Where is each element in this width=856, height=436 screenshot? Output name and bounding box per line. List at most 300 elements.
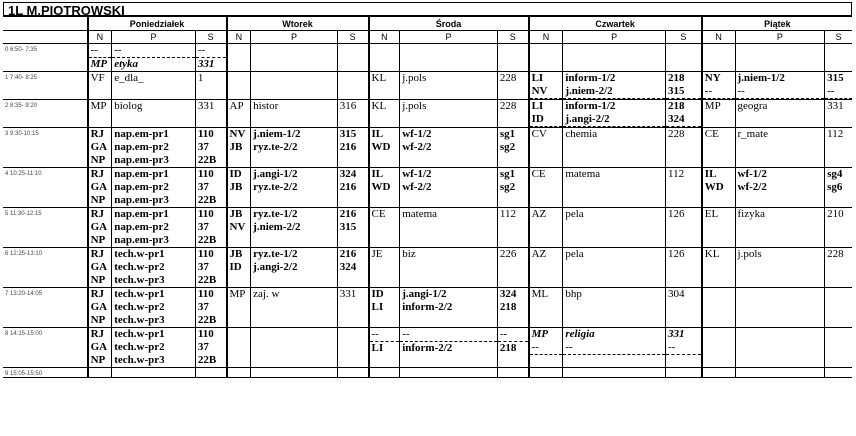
room-number: 315 [339,128,357,140]
day-header: Wtorek [227,17,369,31]
teacher-code: NP [90,154,106,166]
teacher-code: MP [704,100,721,112]
col-header-n: N [529,31,563,44]
subject-cell [112,100,196,128]
teacher-cell [369,248,400,288]
subject-name: inform-1/2 [565,72,616,84]
subject-name: pela [565,208,584,220]
room-cell [666,288,702,328]
teacher-code: RJ [90,328,105,340]
lesson-time: 8 14:15-15:00 [3,328,88,368]
subject-cell [563,128,666,168]
subject-name: tech.w-pr2 [114,301,165,313]
room-number: 1 [197,72,204,84]
subject-cell [251,100,338,128]
teacher-code: GA [90,181,108,193]
teacher-cell [88,168,112,208]
subject-name: nap.em-pr1 [114,208,169,220]
lesson-row [3,328,852,368]
subject-name: j.pols [402,72,427,84]
teacher-code: GA [90,221,108,233]
room-cell [825,44,852,72]
teacher-code: ID [229,168,242,180]
teacher-code: GA [90,301,108,313]
teacher-code: NP [90,354,106,366]
teacher-cell [88,368,112,378]
room-cell [195,128,226,168]
room-number: 37 [197,261,209,273]
subject-cell [112,72,196,100]
room-cell [337,248,368,288]
room-cell [497,328,528,368]
subject-name: fizyka [737,208,765,220]
teacher-cell [369,100,400,128]
teacher-code: ID [371,288,384,300]
room-cell [497,44,528,72]
room-cell [337,288,368,328]
lesson-time: 2 8:35- 9:20 [3,100,88,128]
teacher-code: AZ [531,248,547,260]
teacher-cell [529,368,563,378]
room-cell [825,128,852,168]
subject-cell [563,208,666,248]
room-cell [825,100,852,128]
subject-name: j.pols [402,100,427,112]
teacher-code: RJ [90,168,105,180]
teacher-cell [227,72,251,100]
teacher-cell [529,248,563,288]
subject-cell [251,72,338,100]
room-number: 324 [499,288,517,300]
room-cell [825,208,852,248]
subject-cell [735,128,825,168]
subject-cell [112,208,196,248]
teacher-code: WD [371,181,391,193]
teacher-cell [227,328,251,368]
room-cell [337,328,368,368]
room-number: 228 [827,248,844,260]
corner-cell [3,17,88,31]
teacher-cell [227,248,251,288]
room-number: 22B [197,314,217,326]
teacher-code: MP [229,288,246,300]
room-number: 22B [197,274,217,286]
teacher-code: CE [531,168,546,180]
room-cell [497,208,528,248]
day-header: Środa [369,17,529,31]
teacher-code: GA [90,341,108,353]
subject-name: wf-2/2 [402,141,432,153]
room-number: 324 [339,168,357,180]
col-header-s: S [195,31,226,44]
subject-name: e_dla_ [114,72,144,84]
subject-cell [563,368,666,378]
teacher-cell [88,208,112,248]
subject-name: inform-2/2 [402,301,453,313]
teacher-code: ID [530,113,563,127]
lesson-row [3,208,852,248]
subject-name: matema [565,168,601,180]
subject-name: chemia [565,128,598,140]
teacher-cell [88,72,112,100]
subject-cell [251,128,338,168]
subject-cell [735,208,825,248]
room-number: -- [825,85,852,99]
room-number: -- [666,341,701,355]
lesson-time: 6 12:25-13:10 [3,248,88,288]
teacher-cell [369,328,400,368]
room-number: 216 [339,141,357,153]
room-cell [666,248,702,288]
teacher-cell [702,128,735,168]
room-number: 110 [197,128,214,140]
subject-cell [251,328,338,368]
teacher-cell [702,168,735,208]
room-number: 22B [197,154,217,166]
teacher-cell [88,128,112,168]
room-cell [497,128,528,168]
subject-name: matema [402,208,438,220]
subject-cell [735,368,825,378]
room-cell [825,72,852,100]
teacher-cell [227,128,251,168]
teacher-cell [369,208,400,248]
teacher-code: KL [704,248,720,260]
room-cell [195,72,226,100]
teacher-cell [529,44,563,72]
subject-name: pela [565,248,584,260]
subject-cell [563,248,666,288]
room-number: -- [498,328,528,342]
teacher-cell [702,44,735,72]
teacher-cell [702,72,735,100]
room-number: 315 [827,72,844,84]
room-number: 331 [827,100,844,112]
room-cell [195,208,226,248]
room-number: 22B [197,354,217,366]
room-number: 218 [499,301,517,313]
subject-cell [735,168,825,208]
room-cell [337,100,368,128]
teacher-code: NP [90,194,106,206]
teacher-cell [702,328,735,368]
col-header-p: P [563,31,666,44]
room-number: 37 [197,141,209,153]
teacher-code: WD [371,141,391,153]
room-number: 110 [197,168,214,180]
subject-cell [563,72,666,100]
subject-cell [735,288,825,328]
teacher-code: WD [704,181,724,193]
room-number: sg1 [499,128,516,140]
room-cell [337,368,368,378]
teacher-code: CE [704,128,719,140]
subject-name: tech.w-pr1 [114,288,165,300]
teacher-code: JE [371,248,383,260]
teacher-cell [369,368,400,378]
subject-name: tech.w-pr1 [114,328,165,340]
teacher-code: AP [229,100,244,112]
subject-cell [735,328,825,368]
subject-cell [112,328,196,368]
teacher-code: AZ [531,208,547,220]
lesson-row [3,100,852,128]
subject-name: j.niem-2/2 [253,221,301,233]
teacher-code: JB [229,181,243,193]
subject-name: j.niem-2/2 [563,85,665,99]
subject-name: inform-1/2 [565,100,616,112]
room-cell [666,208,702,248]
subject-name: tech.w-pr2 [114,261,165,273]
teacher-code: -- [370,328,400,342]
teacher-code: NV [530,85,563,99]
room-cell [666,328,702,368]
subject-cell [251,288,338,328]
col-header-p: P [735,31,825,44]
room-number: sg2 [499,181,516,193]
subject-cell [251,44,338,72]
subject-cell [563,100,666,128]
subject-name: tech.w-pr3 [114,314,165,326]
teacher-code: JB [229,141,243,153]
teacher-cell [529,208,563,248]
room-cell [497,100,528,128]
room-cell [825,168,852,208]
teacher-cell [227,288,251,328]
room-cell [195,100,226,128]
room-number: 126 [668,208,685,220]
subject-name: j.angi-2/2 [563,113,665,127]
subject-name: r_mate [737,128,769,140]
col-header-p: P [112,31,196,44]
teacher-code: GA [90,141,108,153]
subject-cell [112,288,196,328]
subject-name: biz [402,248,416,260]
subject-name: histor [253,100,279,112]
teacher-cell [529,128,563,168]
teacher-cell [88,100,112,128]
teacher-cell [227,100,251,128]
subject-cell [251,248,338,288]
subject-name: ryz.te-2/2 [253,141,298,153]
subject-cell [735,100,825,128]
lesson-time: 7 13:20-14:05 [3,288,88,328]
room-number: 22B [197,194,217,206]
subject-name: nap.em-pr3 [114,234,169,246]
lesson-time: 5 11:30-12:15 [3,208,88,248]
room-number: 110 [197,208,214,220]
lesson-time: 3 9:30-10:15 [3,128,88,168]
room-number: 216 [339,248,357,260]
col-header-s: S [825,31,852,44]
teacher-code: KL [371,72,387,84]
room-cell [195,168,226,208]
room-cell [337,208,368,248]
room-number: 226 [499,248,517,260]
room-number: 112 [668,168,685,180]
subject-cell [400,328,498,368]
subject-name: biolog [114,100,143,112]
subject-cell [735,72,825,100]
day-header: Piątek [702,17,852,31]
room-number: 110 [197,288,214,300]
teacher-code: NV [229,128,246,140]
teacher-code: NP [90,234,106,246]
teacher-code: -- [530,341,563,355]
subject-cell [735,44,825,72]
subject-cell [400,368,498,378]
room-number: 228 [499,72,517,84]
subject-name: j.niem-1/2 [253,128,301,140]
subject-name: tech.w-pr3 [114,274,165,286]
subject-name: zaj. w [253,288,280,300]
teacher-cell [227,208,251,248]
lesson-row [3,368,852,378]
teacher-code: NP [90,314,106,326]
teacher-cell [88,328,112,368]
subject-name: nap.em-pr1 [114,128,169,140]
room-number: -- [196,44,226,58]
teacher-cell [702,100,735,128]
room-number: 324 [339,261,357,273]
room-number: 37 [197,181,209,193]
subject-name: nap.em-pr2 [114,141,169,153]
day-header-row [3,17,852,31]
teacher-code: JB [229,248,243,260]
subject-name: tech.w-pr2 [114,341,165,353]
subject-name: geogra [737,100,768,112]
room-cell [337,168,368,208]
teacher-code: MP [90,100,107,112]
room-cell [337,128,368,168]
subject-cell [251,168,338,208]
subject-name: ryz.te-1/2 [253,248,298,260]
teacher-code: LI [371,301,384,313]
col-header-n: N [702,31,735,44]
room-number: 216 [339,208,357,220]
teacher-code: RJ [90,208,105,220]
day-header: Czwartek [529,17,702,31]
room-cell [497,168,528,208]
teacher-code: CV [531,128,547,140]
teacher-code: IL [371,128,384,140]
teacher-cell [529,72,563,100]
teacher-code: ML [531,288,549,300]
teacher-code: CE [371,208,386,220]
subject-name: nap.em-pr1 [114,168,169,180]
teacher-code: LI [531,100,544,112]
room-cell [825,288,852,328]
subject-name: j.angi-1/2 [402,288,447,300]
teacher-cell [702,288,735,328]
lesson-row [3,248,852,288]
teacher-cell [88,44,112,72]
subject-name: j.angi-2/2 [253,261,298,273]
subject-cell [735,248,825,288]
subject-cell [563,288,666,328]
subject-name: -- [736,85,825,99]
lesson-time: 4 10:25-11:10 [3,168,88,208]
subject-name: tech.w-pr3 [114,354,165,366]
room-cell [497,368,528,378]
subject-name: wf-1/2 [402,128,432,140]
room-number: 304 [668,288,685,300]
teacher-code: LI [371,342,384,354]
timetable [3,17,852,378]
subject-name: j.pols [737,248,762,260]
room-cell [825,368,852,378]
teacher-code: -- [703,85,735,99]
room-number: 37 [197,301,209,313]
teacher-code: VF [90,72,105,84]
teacher-code: MP [531,328,549,340]
room-cell [195,44,226,72]
teacher-cell [227,44,251,72]
room-cell [195,368,226,378]
room-cell [195,248,226,288]
subject-cell [400,168,498,208]
room-number: 218 [668,100,685,112]
lesson-time: 9 15:05-15:50 [3,368,88,378]
teacher-cell [529,328,563,368]
subject-name: tech.w-pr1 [114,248,165,260]
teacher-code: IL [704,168,717,180]
corner-cell [3,31,88,44]
room-number: 228 [499,100,517,112]
teacher-cell [529,168,563,208]
room-cell [666,100,702,128]
col-header-s: S [497,31,528,44]
subject-name: -- [563,341,665,355]
room-cell [195,288,226,328]
subject-name: etyka [114,58,139,70]
room-number: 37 [197,341,209,353]
teacher-code: GA [90,261,108,273]
room-number: 216 [339,181,357,193]
room-number: 331 [339,288,357,300]
col-header-n: N [227,31,251,44]
subject-cell [112,44,196,72]
room-number: 316 [339,100,357,112]
col-header-p: P [251,31,338,44]
room-number: 37 [197,221,209,233]
room-cell [666,168,702,208]
teacher-cell [88,248,112,288]
subject-cell [400,128,498,168]
room-cell [825,248,852,288]
room-cell [666,72,702,100]
room-number: sg4 [827,168,843,180]
subject-name: nap.em-pr3 [114,194,169,206]
room-cell [497,72,528,100]
teacher-cell [369,288,400,328]
room-number: 110 [197,328,214,340]
subject-cell [400,72,498,100]
teacher-code: NP [90,274,106,286]
subject-name: ryz.te-1/2 [253,208,298,220]
teacher-code: RJ [90,288,105,300]
teacher-code: KL [371,100,387,112]
room-number: 331 [197,100,215,112]
teacher-cell [702,368,735,378]
subject-name: -- [400,328,497,342]
subject-name: j.niem-1/2 [737,72,785,84]
column-header-row [3,31,852,44]
room-number: 324 [666,113,701,127]
teacher-cell [369,72,400,100]
subject-cell [112,248,196,288]
teacher-code: NV [229,221,246,233]
